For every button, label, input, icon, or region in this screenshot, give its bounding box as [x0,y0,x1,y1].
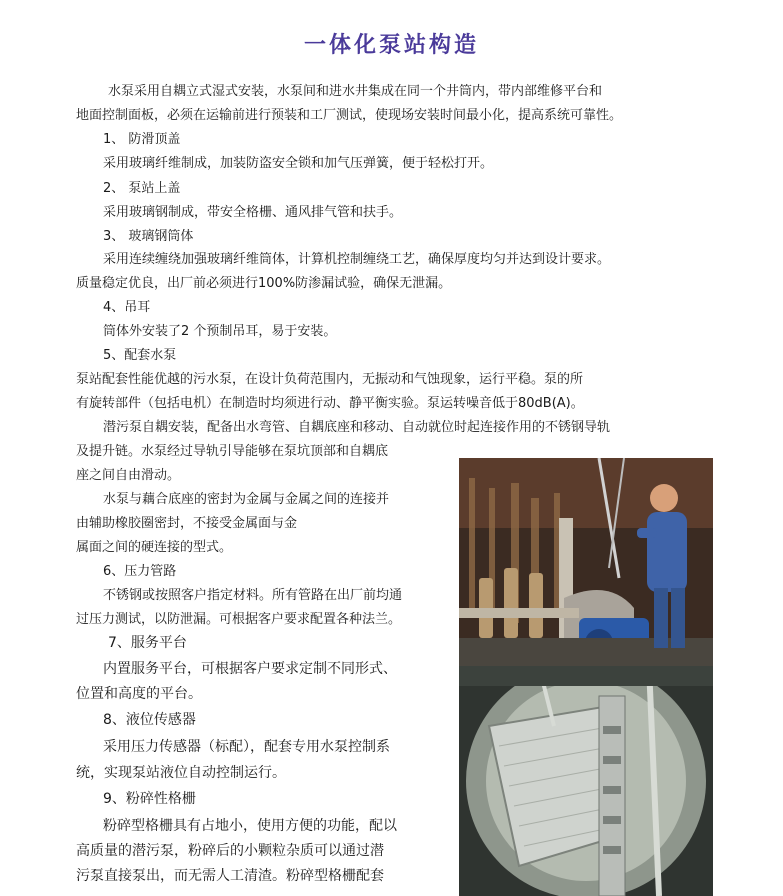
section-6-text-2: 过压力测试，以防泄漏。可根据客户要求配置各种法兰。 [76,612,402,627]
section-5-text-7: 由辅助橡胶圈密封，不接受金属面与金 [76,516,298,531]
section-heading-1: 1、 防滑顶盖 [103,132,181,147]
grinder-grate-photo [459,666,713,896]
intro-line-2: 地面控制面板，必须在运输前进行预装和工厂测试，使现场安装时间最小化，提高系统可靠性。 [76,108,623,123]
section-3-text-2: 质量稳定优良，出厂前必须进行100%防渗漏试验，确保无泄漏。 [76,276,452,291]
section-8-text-1: 采用压力传感器（标配），配套专用水泵控制系 [103,739,390,755]
pump-installation-illustration [459,458,713,666]
section-heading-2: 2、 泵站上盖 [103,181,181,196]
section-heading-4: 4、吊耳 [103,300,151,315]
section-9-text-1: 粉碎型格栅具有占地小，使用方便的功能，配以 [103,818,397,834]
page-title: 一体化泵站构造 [303,33,479,58]
section-5-text-5: 座之间自由滑动。 [76,468,181,483]
section-3-text-1: 采用连续缠绕加强玻璃纤维筒体，计算机控制缠绕工艺，确保厚度均匀并达到设计要求。 [103,252,611,267]
section-heading-5: 5、配套水泵 [103,348,177,363]
pump-installation-photo [459,458,713,666]
section-5-text-3: 潜污泵自耦安装，配备出水弯管、自耦底座和移动、自动就位时起连接作用的不锈钢导轨 [103,420,611,435]
section-5-text-4: 及提升链。水泵经过导轨引导能够在泵坑顶部和自耦底 [76,444,389,459]
section-5-text-6: 水泵与藕合底座的密封为金属与金属之间的连接并 [103,492,390,507]
section-5-text-1: 泵站配套性能优越的污水泵，在设计负荷范围内，无振动和气蚀现象，运行平稳。泵的所 [76,372,584,387]
section-heading-6: 6、压力管路 [103,564,177,579]
section-9-text-3: 污泵直接泵出，而无需人工清渣。粉碎型格栅配套 [76,868,384,884]
section-5-text-2: 有旋转部件（包括电机）在制造时均须进行动、静平衡实验。泵运转噪音低于80dB(A)。 [76,396,584,411]
section-2-text: 采用玻璃钢制成，带安全格栅、通风排气管和扶手。 [103,205,403,220]
section-8-text-2: 统，实现泵站液位自动控制运行。 [76,765,286,781]
section-heading-9: 9、粉碎性格栅 [103,791,196,807]
grinder-grate-illustration [459,666,713,896]
section-4-text: 筒体外安装了2 个预制吊耳，易于安装。 [103,324,337,339]
section-heading-8: 8、液位传感器 [103,712,196,728]
section-7-text-1: 内置服务平台，可根据客户要求定制不同形式、 [103,661,397,677]
section-6-text-1: 不锈钢或按照客户指定材料。所有管路在出厂前均通 [103,588,403,603]
section-9-text-2: 高质量的潜污泵，粉碎后的小颗粒杂质可以通过潜 [76,843,384,859]
section-5-text-8: 属面之间的硬连接的型式。 [76,540,233,555]
section-heading-3: 3、 玻璃钢筒体 [103,229,194,244]
section-heading-7: 7、服务平台 [108,635,187,651]
section-1-text: 采用玻璃纤维制成，加装防盗安全锁和加气压弹簧，便于轻松打开。 [103,156,494,171]
intro-line-1: 水泵采用自耦立式湿式安装，水泵间和进水井集成在同一个井筒内，带内部维修平台和 [108,84,603,99]
section-7-text-2: 位置和高度的平台。 [76,686,202,702]
